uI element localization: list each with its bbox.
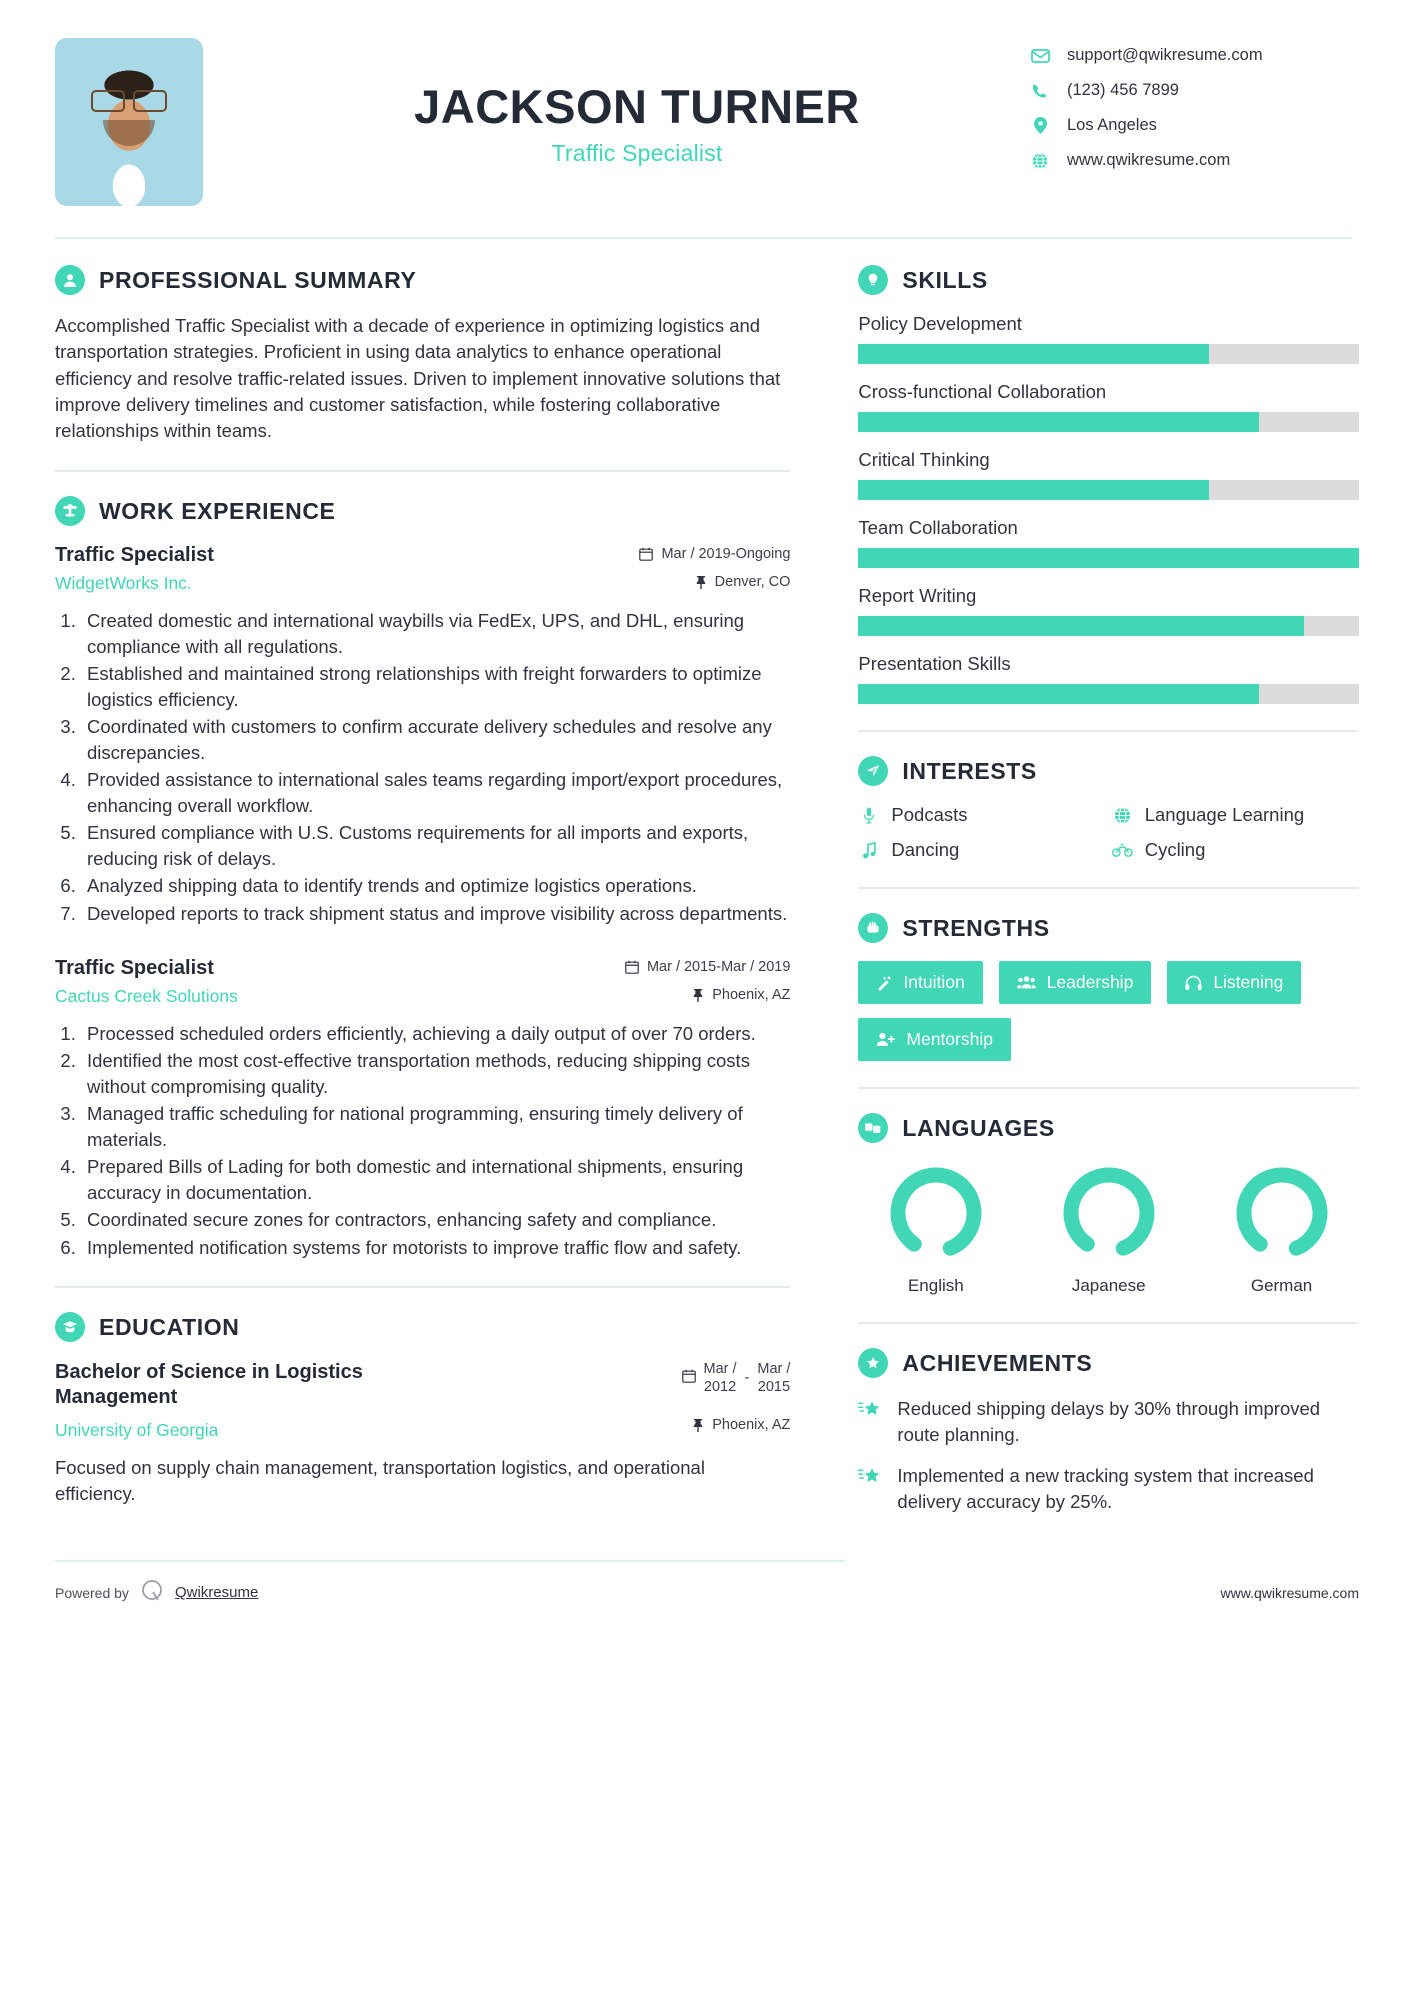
section-header	[858, 756, 1359, 786]
strength-chip	[858, 1018, 1011, 1061]
section-header	[858, 265, 1359, 295]
education-description: Focused on supply chain management, transportation logistics, and operational efficiency.	[55, 1457, 705, 1505]
calendar-icon	[682, 1369, 696, 1387]
strengths-list	[858, 961, 1359, 1061]
fist-icon	[858, 913, 888, 943]
education-entry-sub	[55, 1410, 790, 1441]
interest-label: Language Learning	[1144, 804, 1305, 825]
interest-label: Cycling	[1144, 839, 1206, 860]
section-divider	[858, 730, 1359, 732]
skill-label: Presentation Skills	[858, 653, 1011, 674]
education-location	[692, 1417, 790, 1433]
job-title: Traffic Specialist	[55, 956, 214, 979]
job-location	[695, 574, 791, 590]
globe-icon	[1112, 807, 1134, 824]
education-start-date	[704, 1360, 737, 1396]
avatar	[55, 38, 203, 206]
lightbulb-icon	[858, 265, 888, 295]
skill-item	[858, 653, 1359, 704]
education-date-separator: -	[744, 1370, 750, 1387]
section-divider	[55, 470, 790, 472]
section-title: STRENGTHS	[902, 914, 1050, 941]
education-degree: Bachelor of Science in Logistics Management	[55, 1361, 363, 1409]
section-title: LANGUAGES	[902, 1114, 1055, 1141]
education-end-month: Mar /	[757, 1361, 791, 1378]
resume-header	[0, 0, 1407, 215]
skill-bar-track	[858, 344, 1359, 364]
section-professional-summary	[55, 265, 790, 444]
footer-branding	[55, 1578, 258, 1607]
section-divider	[55, 1286, 790, 1288]
section-title: EDUCATION	[99, 1313, 240, 1340]
interest-label: Podcasts	[891, 804, 968, 825]
skill-item	[858, 585, 1359, 636]
section-divider	[858, 1322, 1359, 1324]
skill-bar-fill	[858, 616, 1304, 636]
contact-location-text: Los Angeles	[1067, 116, 1157, 134]
contact-website[interactable]	[1029, 151, 1359, 170]
section-achievements	[858, 1348, 1359, 1514]
pin-icon	[695, 575, 707, 589]
strength-label: Intuition	[903, 972, 965, 992]
glasses-detail	[91, 90, 167, 108]
list-item: 1. Processed scheduled orders efficiently, achieving a daily output of over 70 orders.	[81, 1021, 790, 1047]
shooting-star-icon	[858, 1396, 884, 1425]
skill-item	[858, 517, 1359, 568]
job-bullet-list	[81, 1021, 790, 1261]
achievement-text: Reduced shipping delays by 30% through improved route planning.	[897, 1398, 1321, 1445]
music-note-icon	[858, 842, 880, 859]
job-role-subtitle: Traffic Specialist	[551, 140, 723, 167]
qwikresume-q-logo	[139, 1578, 165, 1607]
interest-item	[858, 804, 1105, 826]
user-circle-icon	[55, 265, 85, 295]
job-dates-text: Mar / 2019-Ongoing	[661, 546, 791, 563]
translate-icon	[858, 1113, 888, 1143]
footer-brand-link[interactable]: Qwikresume	[174, 1584, 259, 1602]
section-header	[858, 1113, 1359, 1143]
job-dates	[639, 546, 790, 562]
language-item	[1031, 1161, 1186, 1296]
skill-bar-fill	[858, 548, 1359, 568]
experience-entry-sub	[55, 567, 790, 594]
star-badge-icon	[858, 1348, 888, 1378]
education-entry	[55, 1360, 790, 1507]
achievement-text: Implemented a new tracking system that increased delivery accuracy by 25%.	[897, 1465, 1314, 1512]
skill-bar-track	[858, 480, 1359, 500]
language-item	[1204, 1161, 1359, 1296]
location-pin-icon	[1029, 117, 1051, 135]
education-end-date	[757, 1360, 790, 1396]
section-languages	[858, 1113, 1359, 1296]
interest-item	[1112, 839, 1359, 861]
globe-icon	[1029, 152, 1051, 170]
language-item	[858, 1161, 1013, 1296]
skill-bar-fill	[858, 344, 1208, 364]
achievement-item	[858, 1463, 1359, 1514]
education-dates	[682, 1360, 791, 1396]
contact-website-text: www.qwikresume.com	[1067, 151, 1231, 169]
pin-icon	[692, 988, 704, 1002]
strength-label: Listening	[1213, 972, 1284, 992]
education-end-year: 2015	[757, 1379, 791, 1396]
magic-wand-icon	[876, 975, 892, 991]
skill-label: Critical Thinking	[858, 449, 990, 470]
microphone-icon	[858, 807, 880, 824]
education-start-month: Mar /	[703, 1361, 737, 1378]
skill-bar-track	[858, 548, 1359, 568]
section-header	[55, 265, 790, 295]
page-title: JACKSON TURNER	[414, 80, 860, 133]
list-item: 6. Analyzed shipping data to identify trends and optimize logistics operations.	[81, 873, 790, 899]
list-item: 3. Managed traffic scheduling for national programming, ensuring timely delivery of materials.	[81, 1101, 790, 1152]
list-item: 5. Ensured compliance with U.S. Customs requirements for all imports and exports, reducing risk of delays.	[81, 820, 790, 871]
strength-chip	[1167, 961, 1301, 1004]
headphones-icon	[1185, 975, 1202, 991]
language-donut-chart	[884, 1161, 988, 1265]
language-label: Japanese	[1071, 1276, 1146, 1295]
users-icon	[1017, 975, 1036, 990]
footer-website: www.qwikresume.com	[1220, 1584, 1359, 1601]
section-title: WORK EXPERIENCE	[99, 497, 336, 524]
user-plus-icon	[876, 1032, 895, 1047]
skill-label: Cross-functional Collaboration	[858, 381, 1107, 402]
skill-bar-track	[858, 684, 1359, 704]
skill-label: Team Collaboration	[858, 517, 1018, 538]
skill-bar-fill	[858, 684, 1258, 704]
list-item: 6. Implemented notification systems for motorists to improve traffic flow and safety.	[81, 1235, 790, 1261]
section-divider	[858, 1087, 1359, 1089]
pin-icon	[692, 1418, 704, 1432]
job-location-text: Denver, CO	[714, 574, 791, 591]
paper-plane-icon	[858, 756, 888, 786]
skill-bar-track	[858, 616, 1359, 636]
language-label: German	[1250, 1276, 1313, 1295]
skill-item	[858, 449, 1359, 500]
skill-bar-fill	[858, 412, 1258, 432]
language-donut-chart	[1230, 1161, 1334, 1265]
experience-entry-sub	[55, 980, 790, 1007]
strength-label: Leadership	[1046, 972, 1134, 992]
experience-entry-top	[55, 957, 790, 980]
section-title: PROFESSIONAL SUMMARY	[99, 266, 417, 293]
experience-entry	[55, 544, 790, 926]
experience-entry	[55, 957, 790, 1261]
section-interests	[858, 756, 1359, 861]
achievement-item	[858, 1396, 1359, 1447]
job-dates	[625, 959, 790, 975]
strength-label: Mentorship	[906, 1029, 993, 1049]
section-education	[55, 1312, 790, 1507]
skill-bar-track	[858, 412, 1359, 432]
envelope-icon	[1029, 47, 1051, 65]
section-title: INTERESTS	[902, 757, 1037, 784]
page-footer	[0, 1562, 1407, 1631]
section-header	[858, 1348, 1359, 1378]
contact-location	[1029, 116, 1359, 135]
section-work-experience	[55, 496, 790, 1260]
language-donut-chart	[1057, 1161, 1161, 1265]
list-item: 2. Identified the most cost-effective transportation methods, reducing shipping costs without compromising quality.	[81, 1048, 790, 1099]
skill-item	[858, 381, 1359, 432]
list-item: 1. Created domestic and international waybills via FedEx, UPS, and DHL, ensuring compliance with all regulations.	[81, 608, 790, 659]
bicycle-icon	[1112, 843, 1134, 857]
skill-label: Report Writing	[858, 585, 977, 606]
education-school: University of Georgia	[55, 1420, 219, 1441]
job-title: Traffic Specialist	[55, 544, 214, 567]
list-item: 4. Prepared Bills of Lading for both domestic and international shipments, ensuring accuracy in documentation.	[81, 1154, 790, 1205]
footer-powered-by-label: Powered by	[55, 1584, 129, 1601]
language-label: English	[907, 1276, 964, 1295]
strength-chip	[999, 961, 1152, 1004]
section-title: ACHIEVEMENTS	[902, 1349, 1093, 1376]
contact-email-text: support@qwikresume.com	[1067, 46, 1263, 64]
calendar-icon	[639, 547, 653, 561]
section-strengths	[858, 913, 1359, 1061]
skill-bar-fill	[858, 480, 1208, 500]
list-item: 5. Coordinated secure zones for contractors, enhancing safety and compliance.	[81, 1207, 790, 1233]
skill-label: Policy Development	[858, 313, 1022, 334]
resume-body	[0, 239, 1407, 1530]
job-bullet-list	[81, 608, 790, 926]
skill-item	[858, 313, 1359, 364]
list-item: 2. Established and maintained strong relationships with freight forwarders to optimize logistics efficiency.	[81, 661, 790, 712]
shooting-star-icon	[858, 1463, 884, 1492]
section-header	[858, 913, 1359, 943]
education-location-text: Phoenix, AZ	[712, 1417, 791, 1434]
job-location	[692, 987, 790, 1003]
contact-phone[interactable]	[1029, 81, 1359, 100]
contact-list	[1029, 38, 1359, 186]
contact-phone-text: (123) 456 7899	[1067, 81, 1179, 99]
section-skills	[858, 265, 1359, 704]
list-item: 7. Developed reports to track shipment status and improve visibility across departments.	[81, 901, 790, 927]
section-header	[55, 1312, 790, 1342]
contact-email[interactable]	[1029, 46, 1359, 65]
job-company: WidgetWorks Inc.	[55, 573, 192, 594]
strength-chip	[858, 961, 982, 1004]
education-entry-top	[55, 1360, 790, 1410]
experience-entry-top	[55, 544, 790, 567]
beard-detail	[103, 120, 155, 146]
section-title: SKILLS	[902, 266, 988, 293]
section-divider	[858, 887, 1359, 889]
left-column	[55, 239, 824, 1530]
job-location-text: Phoenix, AZ	[712, 986, 791, 1003]
languages-list	[858, 1161, 1359, 1296]
interest-label: Dancing	[891, 839, 960, 860]
interests-grid	[858, 804, 1359, 861]
right-column	[824, 239, 1359, 1530]
interest-item	[1112, 804, 1359, 826]
briefcase-icon	[55, 496, 85, 526]
job-company: Cactus Creek Solutions	[55, 985, 238, 1006]
summary-text: Accomplished Traffic Specialist with a decade of experience in optimizing logistics and transportation strategies. Proficient in using data analytics to enhance operational efficiency and resolve traffic-related issues. Driven to implement innovative solutions that improve delivery timelines and customer satisfaction, while fostering collaborative relationships within teams.	[55, 315, 781, 442]
phone-icon	[1029, 82, 1051, 100]
list-item: 3. Coordinated with customers to confirm accurate delivery schedules and resolve any discrepancies.	[81, 714, 790, 765]
education-start-year: 2012	[703, 1379, 737, 1396]
job-dates-text: Mar / 2015-Mar / 2019	[646, 958, 791, 975]
interest-item	[858, 839, 1105, 861]
name-block	[203, 38, 1029, 167]
graduation-cap-icon	[55, 1312, 85, 1342]
list-item: 4. Provided assistance to international sales teams regarding import/export procedures, enhancing overall workflow.	[81, 767, 790, 818]
section-header	[55, 496, 790, 526]
profile-photo	[55, 38, 203, 206]
calendar-icon	[625, 960, 639, 974]
